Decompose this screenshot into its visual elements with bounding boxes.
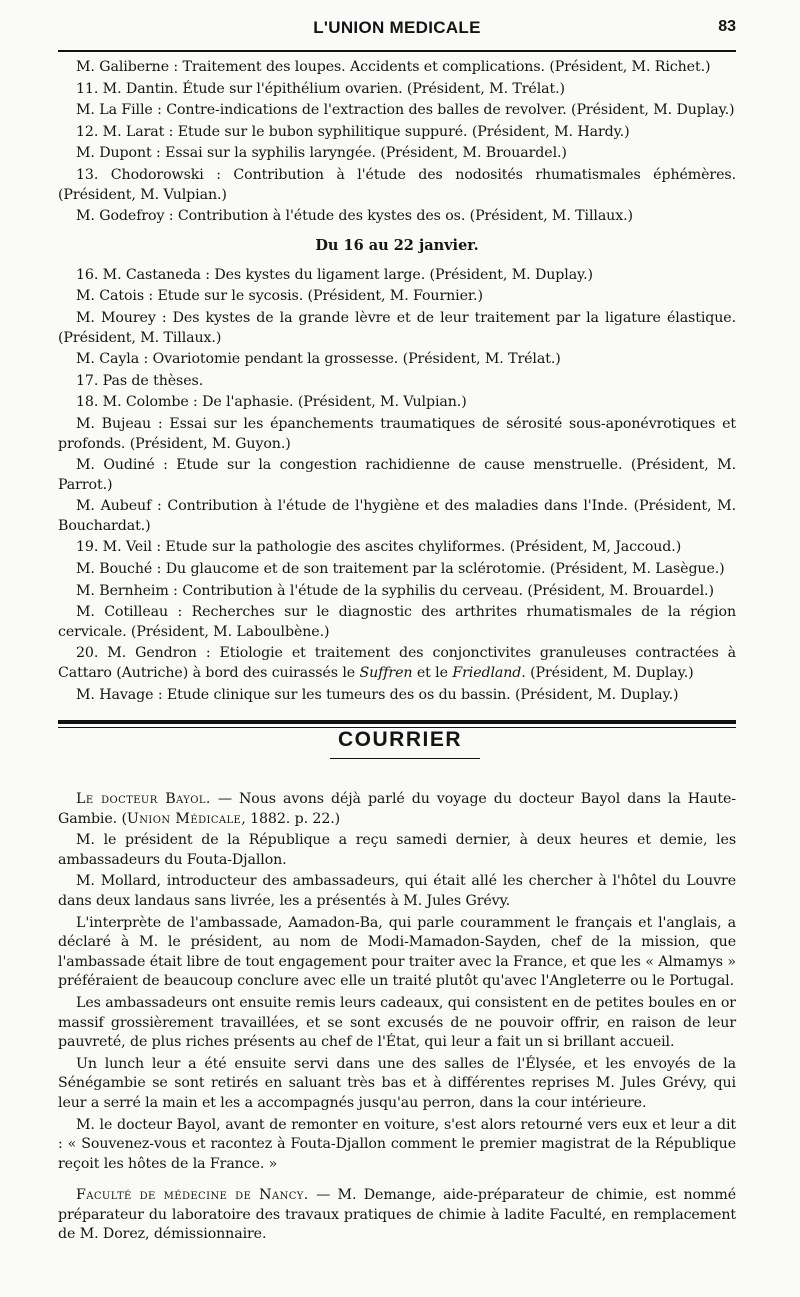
thesis-entry: 11. M. Dantin. Étude sur l'épithélium ovarien. (Président, M. Trélat.) xyxy=(76,80,565,97)
faculte-paragraph xyxy=(58,1186,736,1245)
thesis-entry-gendron xyxy=(58,644,736,683)
gendron-text-start: 20. M. Gendron : Etiologie et traitement des conjonctivites granuleuses contractées à Cattaro (Autriche) à bord des cuirassés le xyxy=(58,645,736,682)
thesis-entry: M. Cotilleau : Recherches sur le diagnostic des arthrites rhumatismales de la région cervicale. (Président, M. Laboulbène.) xyxy=(58,604,736,640)
paragraph-lead: Faculté de médecine de Nancy. xyxy=(76,1187,309,1204)
paragraph-text: — M. Demange, aide-préparateur de chimie, est nommé préparateur du laboratoire des travaux pratiques de chimie à ladite Faculté, en remplacement de M. Dorez, démissionnaire. xyxy=(58,1187,736,1243)
courrier-section xyxy=(58,790,736,1247)
ship-name: Suffren xyxy=(359,665,413,682)
thesis-entry: 18. M. Colombe : De l'aphasie. (Président, M. Vulpian.) xyxy=(76,394,467,411)
running-head xyxy=(58,14,736,46)
thesis-entry: 12. M. Larat : Etude sur le bubon syphilitique suppuré. (Président, M. Hardy.) xyxy=(76,123,630,140)
thesis-entry: M. Cayla : Ovariotomie pendant la grossesse. (Président, M. Trélat.) xyxy=(76,351,561,368)
thesis-entry: M. Bujeau : Essai sur les épanchements traumatiques de sérosité sous-aponévrotiques et profonds. (Président, M. Guyon.) xyxy=(58,415,736,452)
ship-name: Friedland xyxy=(452,665,522,682)
thesis-entry: M. Dupont : Essai sur la syphilis laryngée. (Président, M. Brouardel.) xyxy=(76,145,567,162)
journal-title: L'UNION MEDICALE xyxy=(313,18,481,37)
thesis-entry: 16. M. Castaneda : Des kystes du ligament large. (Président, M. Duplay.) xyxy=(76,266,593,283)
thesis-entry: 13. Chodorowski : Contribution à l'étude des nodosités rhumatismales éphémères. (Président, M. Vulpian.) xyxy=(58,166,736,203)
thesis-entry: M. Oudiné : Etude sur la congestion rachidienne de cause menstruelle. (Président, M. Parrot.) xyxy=(58,457,736,493)
paragraph-text: — Nous avons déjà parlé du voyage du docteur Bayol dans la Haute-Gambie. ( xyxy=(58,791,736,827)
thesis-entry: M. Galiberne : Traitement des loupes. Accidents et complications. (Président, M. Richet.) xyxy=(76,59,711,75)
courrier-paragraph: Un lunch leur a été ensuite servi dans une des salles de l'Élysée, et les envoyés de la Sénégambie se sont retirés en saluant très bas et à différentes reprises M. Jules Grévy, qui leur a serré la main et les a accompagnés jusqu'au perron, dans la cour intérieure. xyxy=(58,1055,736,1111)
bayol-paragraph xyxy=(58,790,736,829)
thesis-entry: M. Bouché : Du glaucome et de son traitement par la sclérotomie. (Président, M. Lasègue.) xyxy=(76,561,725,578)
paragraph-lead: Le docteur Bayol. xyxy=(76,791,211,807)
thesis-entry: M. La Fille : Contre-indications de l'extraction des balles de revolver. (Président, M. Duplay.) xyxy=(76,102,735,119)
journal-reference: Union Médicale xyxy=(126,810,242,827)
courrier-paragraph: Les ambassadeurs ont ensuite remis leurs cadeaux, qui consistent en de petites boules en or massif grossièrement travaillées, et se sont excusés de ne pouvoir offrir, en raison de leur pauvreté, de plus riches présents au chef de l'État, qui leur a fait un si brillant accueil. xyxy=(58,994,736,1051)
courrier-paragraph: L'interprète de l'ambassade, Aamadon-Ba, qui parle couramment le français et l'anglais, a déclaré à M. le président, au nom de Modi-Mamadon-Sayden, chef de la mission, que l'ambassade était libre de tout engagement pour traiter avec la France, et que les « Almamys » préféraient de beaucoup conclure avec elle un traité plutôt qu'avec l'Angleterre ou le Portugal. xyxy=(58,914,736,990)
gendron-text-end: . (Président, M. Duplay.) xyxy=(521,665,694,682)
header-rule xyxy=(58,50,736,52)
courrier-paragraph: M. le docteur Bayol, avant de remonter en voiture, s'est alors retourné vers eux et leur a dit : « Souvenez-vous et racontez à Fouta-Djallon comment le premier magistrat de la République reçoit les hôtes de la France. » xyxy=(58,1116,736,1172)
section-title-underline xyxy=(330,758,480,759)
theses-list xyxy=(58,58,736,707)
section-divider xyxy=(58,720,736,728)
reference-rest: , 1882. p. 22.) xyxy=(241,810,341,827)
thesis-entry: M. Havage : Etude clinique sur les tumeurs des os du bassin. (Président, M. Duplay.) xyxy=(76,686,679,703)
courrier-paragraph: M. le président de la République a reçu samedi dernier, à deux heures et demie, les ambassadeurs du Fouta-Djallon. xyxy=(58,832,736,868)
divider-thick xyxy=(58,720,736,724)
page-number: 83 xyxy=(718,18,736,35)
thesis-entry: M. Godefroy : Contribution à l'étude des kystes des os. (Président, M. Tillaux.) xyxy=(76,208,633,225)
courrier-paragraph: M. Mollard, introducteur des ambassadeurs, qui était allé les chercher à l'hôtel du Louvre dans deux landaus sans livrée, les a présentés à M. Jules Grévy. xyxy=(58,873,736,909)
gendron-text-middle: et le xyxy=(412,665,453,682)
thesis-entry: M. Mourey : Des kystes de la grande lèvre et de leur traitement par la ligature élastique. (Président, M. Tillaux.) xyxy=(58,309,736,346)
date-heading: Du 16 au 22 janvier. xyxy=(315,236,479,254)
thesis-entry: M. Bernheim : Contribution à l'étude de la syphilis du cerveau. (Président, M. Brouardel.) xyxy=(76,582,714,599)
section-title: COURRIER xyxy=(337,728,462,751)
thesis-entry: 17. Pas de thèses. xyxy=(76,372,204,389)
thesis-entry: 19. M. Veil : Etude sur la pathologie des ascites chyliformes. (Président, M, Jaccoud.) xyxy=(76,539,682,556)
thesis-entry: M. Aubeuf : Contribution à l'étude de l'hygiène et des maladies dans l'Inde. (Président, M. Bouchardat.) xyxy=(58,498,736,534)
thesis-entry: M. Catois : Etude sur le sycosis. (Président, M. Fournier.) xyxy=(76,288,483,305)
